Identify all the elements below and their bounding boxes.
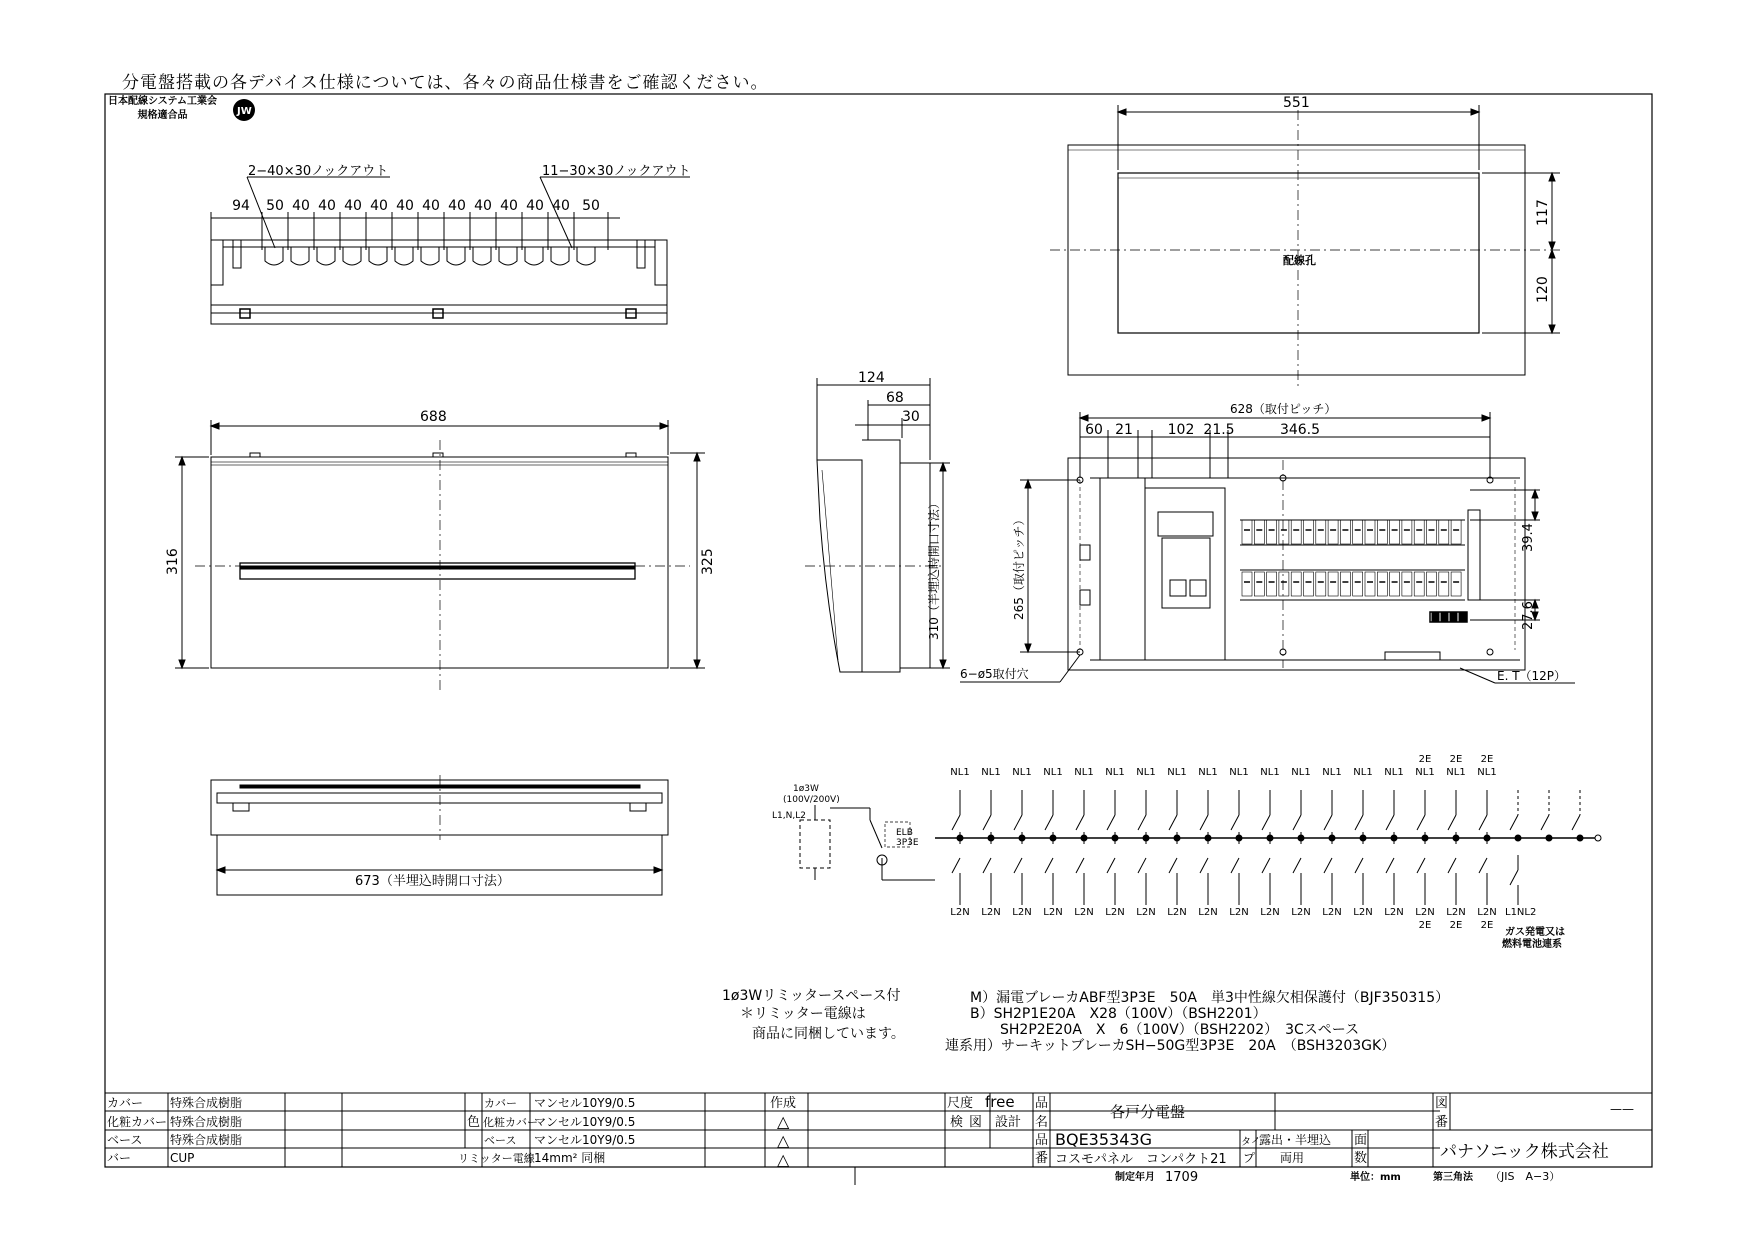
bus-node — [1515, 835, 1521, 841]
internal-dim: 60 — [1085, 422, 1103, 438]
branch-switch-bottom — [1169, 858, 1177, 873]
branch-switch-top — [1324, 815, 1332, 830]
breaker — [1451, 572, 1461, 596]
product-name: 各戸分電盤 — [1110, 1103, 1186, 1121]
product-number: BQE35343G — [1055, 1130, 1152, 1149]
internal-view — [960, 412, 1575, 683]
circuit-top-label: NL1 — [1136, 767, 1156, 778]
branch-switch-top — [1138, 815, 1146, 830]
circuit-top-label: 2E — [1480, 754, 1494, 765]
mat-part-1: カバー — [107, 1096, 144, 1110]
branch-switch-top — [1262, 815, 1270, 830]
circuit-bottom-label: 2E — [1449, 920, 1463, 931]
pitch-label: 40 — [422, 198, 440, 214]
circuit-bottom-label: 2E — [1480, 920, 1494, 931]
mat-value-2: 特殊合成樹脂 — [170, 1115, 243, 1129]
unit-label: 単位：mm — [1350, 1172, 1401, 1183]
breaker — [1390, 572, 1400, 596]
bus-node — [1360, 835, 1366, 841]
bus-node — [1453, 835, 1459, 841]
association-compliance: 規格適合品 — [137, 110, 188, 121]
knockout — [369, 247, 387, 265]
breaker — [1291, 520, 1301, 544]
branch-switch-bottom — [1324, 858, 1332, 873]
breaker — [1242, 520, 1252, 544]
branch-switch-top — [1293, 815, 1301, 830]
standard-label: （JIS A−3） — [1490, 1170, 1561, 1183]
pitch-label: 40 — [370, 198, 388, 214]
bus-node — [988, 835, 994, 841]
notice-text: 分電盤搭載の各デバイス仕様については、各々の商品仕様書をご確認ください。 — [122, 73, 769, 93]
breaker — [1242, 572, 1252, 596]
scale-label: 尺度 — [947, 1096, 974, 1111]
breaker — [1267, 520, 1277, 544]
pitch-label: 40 — [474, 198, 492, 214]
sheet-border — [105, 94, 1652, 1167]
branch-switch-top — [1355, 815, 1363, 830]
linked-switch — [1572, 815, 1580, 830]
jw-logo-icon — [232, 98, 256, 122]
color-part-1: カバー — [484, 1097, 517, 1110]
breaker — [1414, 520, 1424, 544]
knockout — [577, 247, 595, 265]
bus-node — [1298, 835, 1304, 841]
circuit-bottom-label: L2N — [1105, 907, 1125, 918]
pitch-label: 50 — [582, 198, 600, 214]
circuit-bottom-label: L2N — [1322, 907, 1342, 918]
circuit-top-label: NL1 — [1353, 767, 1373, 778]
pitch-label: 40 — [318, 198, 336, 214]
pitch-label: 40 — [526, 198, 544, 214]
circuit-bottom-label: L2N — [1446, 907, 1466, 918]
branch-switch-bottom — [1138, 858, 1146, 873]
breaker — [1365, 572, 1375, 596]
circuit-top-label: NL1 — [1012, 767, 1032, 778]
front-width: 688 — [420, 409, 447, 425]
circuit-bottom-label: L2N — [1384, 907, 1404, 918]
bus-node — [1236, 835, 1242, 841]
pitch-labels — [232, 198, 600, 214]
breaker — [1254, 520, 1264, 544]
circuit-bottom-label: L2N — [1260, 907, 1280, 918]
circuit-lines: L1,N,L2 — [772, 811, 806, 821]
breaker — [1402, 572, 1412, 596]
limiter-note-3: 商品に同梱しています。 — [752, 1026, 905, 1042]
branch-switch-top — [1107, 815, 1115, 830]
spec-line-1: M）漏電ブレーカABF型3P3E 50A 単3中性線欠相保護付（BJF350315） — [970, 990, 1450, 1006]
bus-node — [1267, 835, 1273, 841]
branch-switch-top — [1479, 815, 1487, 830]
series-name: コスモパネル コンパクト21 — [1055, 1152, 1227, 1167]
circuit-bottom-label: L2N — [1043, 907, 1063, 918]
side-d2: 68 — [886, 390, 904, 406]
breaker — [1340, 572, 1350, 596]
branch-switch-top — [1200, 815, 1208, 830]
branch-switch-top — [1014, 815, 1022, 830]
pitch-label: 40 — [292, 198, 310, 214]
name-label-2: 名 — [1035, 1115, 1049, 1130]
branch-switch-top — [1386, 815, 1394, 830]
circuit-top-label: NL1 — [1043, 767, 1063, 778]
made-label: 作成 — [770, 1096, 797, 1111]
spec-line-4: 連系用）サーキットブレーカSH−50G型3P3E 20A （BSH3203GK） — [945, 1038, 1396, 1054]
front-view — [175, 420, 705, 690]
title-block — [105, 1093, 1652, 1185]
side-depth: 124 — [858, 370, 885, 386]
no-label-2: 番 — [1035, 1151, 1049, 1166]
pitch-label: 40 — [500, 198, 518, 214]
internal-dim: 21.5 — [1203, 422, 1235, 438]
type-value-1: 露出・半埋込 — [1259, 1133, 1332, 1147]
breaker — [1279, 572, 1289, 596]
branch-switch-bottom — [1231, 858, 1239, 873]
branch-switch-bottom — [1448, 858, 1456, 873]
branch-circuits — [952, 790, 1583, 905]
bus-node — [1546, 835, 1552, 841]
circuit-top-label: NL1 — [1415, 767, 1435, 778]
spec-line-3: SH2P2E20A X 6（100V）（BSH2202） 3Cスペース — [1000, 1022, 1360, 1038]
knockout — [499, 247, 517, 265]
back-width: 551 — [1283, 95, 1310, 111]
bus-node — [1577, 835, 1583, 841]
internal-dim: 346.5 — [1279, 422, 1321, 438]
branch-switch-bottom — [1417, 858, 1425, 873]
fig-label-1: 図 — [1435, 1096, 1449, 1111]
spec-line-2: B）SH2P1E20A X28（100V）（BSH2201） — [970, 1006, 1267, 1022]
terminal-block — [1459, 613, 1466, 621]
branch-switch-bottom — [1262, 858, 1270, 873]
circuit-elb: ELB — [896, 828, 913, 838]
breaker — [1439, 520, 1449, 544]
circuit-bottom-label: L2N — [1012, 907, 1032, 918]
pitch-label: 40 — [344, 198, 362, 214]
bus-node — [1329, 835, 1335, 841]
color-part-3: ベース — [484, 1134, 517, 1147]
breaker — [1414, 572, 1424, 596]
breaker — [1377, 520, 1387, 544]
circuit-top-label: NL1 — [1167, 767, 1187, 778]
date-label: 制定年月 — [1115, 1172, 1155, 1183]
circuit-top-label: NL1 — [1384, 767, 1404, 778]
color-value-4: 14mm² 同梱 — [534, 1151, 606, 1165]
branch-switch-bottom — [1386, 858, 1394, 873]
breaker — [1377, 572, 1387, 596]
color-part-2: 化粧カバー — [483, 1116, 538, 1129]
knockout — [525, 247, 543, 265]
title-block-text — [107, 1093, 1634, 1185]
branch-switch-bottom — [952, 858, 960, 873]
circuit-bottom-label: L2N — [1291, 907, 1311, 918]
scale-value: free — [985, 1093, 1015, 1111]
breaker — [1328, 520, 1338, 544]
knockout — [343, 247, 361, 265]
breaker — [1365, 520, 1375, 544]
branch-switch-bottom — [1014, 858, 1022, 873]
breaker — [1254, 572, 1264, 596]
gas-label-2: 燃料電池連系 — [1502, 939, 1562, 950]
circuit-top-label: 2E — [1449, 754, 1463, 765]
color-value-1: マンセル10Y9/0.5 — [534, 1096, 636, 1110]
circuit-bottom-label: L2N — [1477, 907, 1497, 918]
mat-value-1: 特殊合成樹脂 — [170, 1096, 243, 1110]
knockout — [291, 247, 309, 265]
breaker — [1291, 572, 1301, 596]
knockout-small-label: 11−30×30ノックアウト — [542, 164, 691, 179]
breaker — [1304, 572, 1314, 596]
internal-dim: 21 — [1115, 422, 1133, 438]
pitch-label: 40 — [448, 198, 466, 214]
branch-switch-bottom — [1045, 858, 1053, 873]
circuit-voltage: (100V/200V) — [783, 795, 840, 805]
face-label-1: 面 — [1354, 1133, 1368, 1148]
bus-node — [1484, 835, 1490, 841]
bus-node — [1019, 835, 1025, 841]
mat-part-2: 化粧カバー — [107, 1115, 168, 1129]
knockout-large-label: 2−40×30ノックアウト — [248, 164, 389, 179]
branch-switch-bottom — [1479, 858, 1487, 873]
circuit-top-label: NL1 — [1074, 767, 1094, 778]
fig-label-2: 番 — [1435, 1115, 1449, 1130]
no-label-1: 品 — [1035, 1133, 1049, 1148]
circuit-top-label: NL1 — [1322, 767, 1342, 778]
circuit-bottom-label: 2E — [1418, 920, 1432, 931]
circuit-top-label: NL1 — [1446, 767, 1466, 778]
terminal-block — [1450, 613, 1457, 621]
check-label: 検図 — [950, 1115, 989, 1130]
internal-row1: 39.4 — [1521, 523, 1536, 552]
branch-switch-top — [952, 815, 960, 830]
branch-switch-bottom — [983, 858, 991, 873]
bus-node — [1081, 835, 1087, 841]
circuit-diagram — [800, 790, 1601, 905]
name-label-1: 品 — [1035, 1096, 1049, 1111]
internal-dim: 102 — [1167, 422, 1195, 438]
wiring-hole-label: 配線孔 — [1283, 254, 1316, 267]
pitch-label: 40 — [396, 198, 414, 214]
bus-node — [1112, 835, 1118, 841]
back-h1: 117 — [1535, 199, 1551, 226]
circuit-bottom-label: L2N — [1415, 907, 1435, 918]
pitch-label: 94 — [232, 198, 250, 214]
mat-value-4: CUP — [170, 1151, 195, 1165]
mounting-holes: 6−ø5取付穴 — [960, 667, 1029, 681]
internal-dims — [1085, 422, 1320, 438]
bus-node — [1143, 835, 1149, 841]
rev-1: △ — [777, 1112, 790, 1131]
internal-v-pitch: 265（取付ピッチ） — [1012, 513, 1026, 620]
face-label-2: 数 — [1354, 1151, 1368, 1166]
bus-node — [957, 835, 963, 841]
mat-value-3: 特殊合成樹脂 — [170, 1133, 243, 1147]
circuit-top-label: NL1 — [1477, 767, 1497, 778]
circuit-top-label: 2E — [1418, 754, 1432, 765]
branch-switch-bottom — [1200, 858, 1208, 873]
mat-part-3: ベース — [107, 1133, 143, 1147]
bus-node — [1174, 835, 1180, 841]
circuit-bottom-label: L2N — [1167, 907, 1187, 918]
branch-switch-bottom — [1107, 858, 1115, 873]
circuit-bottom-label: L2N — [1136, 907, 1156, 918]
type-label-1: タイ — [1241, 1137, 1261, 1148]
branch-switch-top — [1169, 815, 1177, 830]
breaker — [1316, 572, 1326, 596]
front-height-right: 325 — [700, 548, 716, 575]
knockout — [317, 247, 335, 265]
breaker — [1328, 572, 1338, 596]
circuit-top-label: NL1 — [1229, 767, 1249, 778]
breaker — [1402, 520, 1412, 544]
linked-label: L1NL2 — [1505, 907, 1537, 918]
branch-switch-top — [1076, 815, 1084, 830]
knockout — [421, 247, 439, 265]
branch-switch-bottom — [1355, 858, 1363, 873]
rev-2: △ — [777, 1131, 790, 1150]
circuit-supply: 1ø3W — [793, 784, 819, 794]
internal-row2: 27.6 — [1521, 601, 1536, 630]
type-label-2: プ — [1243, 1151, 1256, 1165]
breaker — [1304, 520, 1314, 544]
circuit-bottom-label: L2N — [1074, 907, 1094, 918]
association-name: 日本配線システム工業会 — [108, 96, 217, 107]
breaker — [1353, 572, 1363, 596]
bottom-opening: 673（半埋込時開口寸法） — [355, 874, 510, 889]
design-label: 設計 — [995, 1115, 1022, 1130]
branch-switch-bottom — [1293, 858, 1301, 873]
association-badge — [108, 95, 217, 123]
fig-number: —— — [1610, 1102, 1634, 1116]
bus-node — [1050, 835, 1056, 841]
limiter-note-2: ＊リミッター電線は — [740, 1006, 866, 1022]
breaker — [1279, 520, 1289, 544]
projection-label: 第三角法 — [1433, 1172, 1473, 1183]
circuit-elb-type: 3P3E — [896, 838, 919, 848]
limiter-note-1: 1ø3Wリミッタースペース付 — [722, 988, 901, 1004]
knockout — [551, 247, 569, 265]
breaker — [1451, 520, 1461, 544]
circuit-top-label: NL1 — [1291, 767, 1311, 778]
branch-switch-top — [1045, 815, 1053, 830]
branch-switch-top — [1417, 815, 1425, 830]
breaker — [1316, 520, 1326, 544]
back-h2: 120 — [1535, 276, 1551, 303]
mat-part-4: バー — [107, 1151, 132, 1165]
bus-node — [1391, 835, 1397, 841]
breaker — [1390, 520, 1400, 544]
circuit-top-label: NL1 — [950, 767, 970, 778]
terminal-block — [1432, 613, 1439, 621]
side-opening: 310（半埋込時開口寸法） — [927, 497, 941, 640]
circuit-top-label: NL1 — [981, 767, 1001, 778]
knockout — [265, 247, 283, 265]
color-value-3: マンセル10Y9/0.5 — [534, 1133, 636, 1147]
branch-switch-top — [983, 815, 991, 830]
circuit-bottom-label: L2N — [1353, 907, 1373, 918]
breaker — [1439, 572, 1449, 596]
color-value-2: マンセル10Y9/0.5 — [534, 1115, 636, 1129]
circuit-top-label: NL1 — [1198, 767, 1218, 778]
breaker — [1340, 520, 1350, 544]
breaker — [1427, 572, 1437, 596]
branch-switch-top — [1231, 815, 1239, 830]
knockout — [395, 247, 413, 265]
circuit-bottom-label: L2N — [981, 907, 1001, 918]
bus-node — [1205, 835, 1211, 841]
date-value: 1709 — [1165, 1170, 1199, 1185]
rev-3: △ — [777, 1150, 790, 1169]
color-header: 色 — [467, 1115, 481, 1130]
bus-node — [1422, 835, 1428, 841]
internal-pitch: 628（取付ピッチ） — [1230, 402, 1337, 416]
circuit-labels — [950, 754, 1496, 931]
gas-label-1: ガス発電又は — [1505, 927, 1565, 938]
linked-switch — [1541, 815, 1549, 830]
terminal-block — [1441, 613, 1448, 621]
circuit-top-label: NL1 — [1105, 767, 1125, 778]
circuit-bottom-label: L2N — [1198, 907, 1218, 918]
jw-logo-text: JW — [237, 106, 252, 117]
breaker — [1267, 572, 1277, 596]
breaker — [1353, 520, 1363, 544]
front-height-left: 316 — [165, 548, 181, 575]
type-value-2: 両用 — [1280, 1151, 1305, 1165]
knockout — [447, 247, 465, 265]
back-view — [1050, 105, 1560, 390]
circuit-bottom-label: L2N — [950, 907, 970, 918]
breaker-row-upper — [1242, 520, 1461, 544]
earth-terminal: E. T（12P） — [1497, 669, 1567, 683]
branch-switch-bottom — [1076, 858, 1084, 873]
company-name: パナソニック株式会社 — [1440, 1142, 1609, 1162]
pitch-label: 50 — [266, 198, 284, 214]
linked-bottom-switch — [1510, 870, 1518, 885]
branch-switch-top — [1448, 815, 1456, 830]
breaker — [1427, 520, 1437, 544]
side-d3: 30 — [902, 409, 920, 425]
pitch-label: 40 — [552, 198, 570, 214]
knockout — [473, 247, 491, 265]
circuit-top-label: NL1 — [1260, 767, 1280, 778]
breaker-row-lower — [1242, 572, 1466, 621]
linked-switch — [1510, 815, 1518, 830]
color-part-4: リミッター電線 — [458, 1152, 535, 1165]
circuit-bottom-label: L2N — [1229, 907, 1249, 918]
